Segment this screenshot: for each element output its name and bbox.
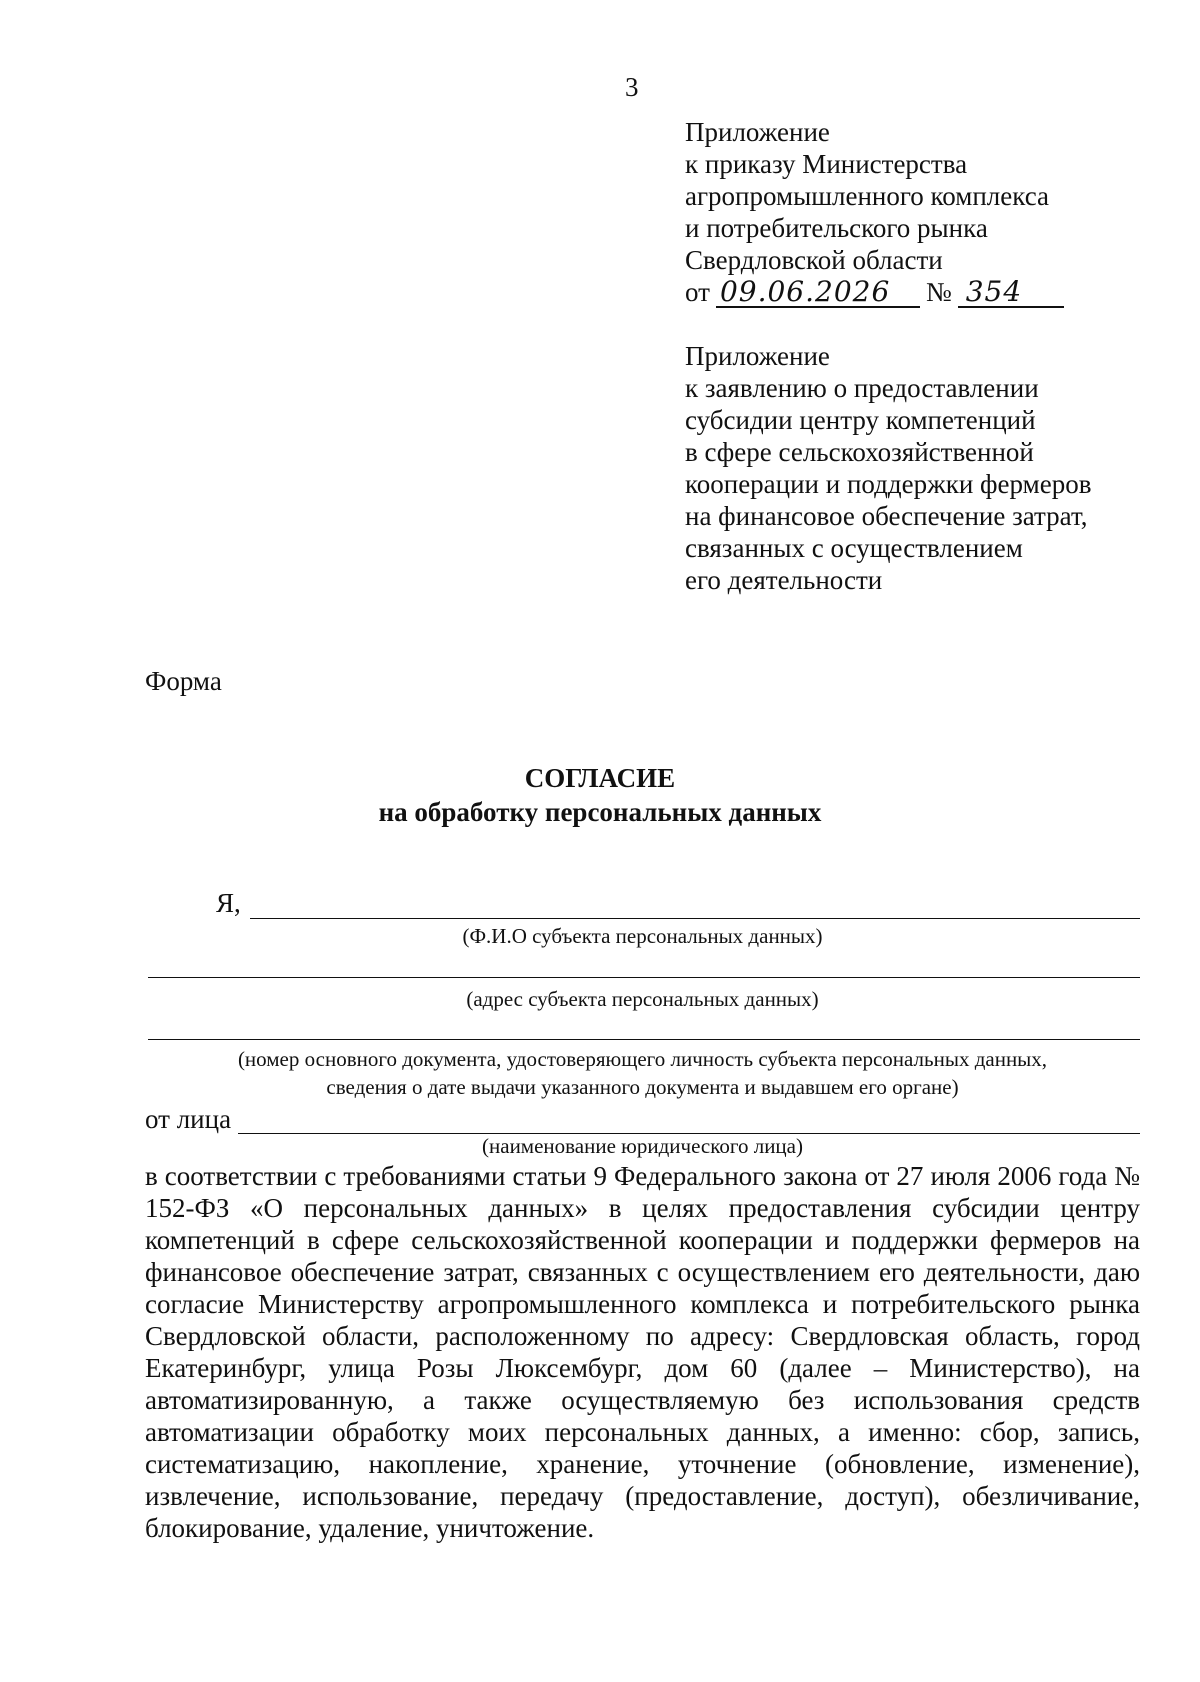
handwritten-order-date: 09.06.2026 (716, 278, 920, 308)
number-sign: № (925, 277, 952, 307)
form-label: Форма (145, 666, 222, 696)
appendix-application-line: связанных с осуществлением (685, 533, 1023, 563)
document-subtitle: на обработку персональных данных (378, 797, 822, 827)
subject-name-field[interactable] (250, 918, 1140, 919)
appendix-order-line: Свердловской области (685, 245, 943, 275)
appendix-application-line: Приложение (685, 341, 830, 371)
legal-entity-caption: (наименование юридического лица) (482, 1134, 803, 1158)
date-prefix: от (685, 277, 710, 307)
appendix-application-line: в сфере сельскохозяйственной (685, 437, 1034, 467)
handwritten-order-number: 354 (958, 278, 1064, 308)
appendix-order-block (685, 116, 1064, 308)
subject-name-caption: (Ф.И.О субъекта персональных данных) (462, 924, 823, 948)
appendix-order-line: агропромышленного комплекса (685, 181, 1049, 211)
appendix-application-line: кооперации и поддержки фермеров (685, 469, 1092, 499)
entity-prefix: от лица (145, 1104, 232, 1134)
page-number: 3 (625, 72, 639, 102)
identity-document-caption-line2: сведения о дате выдачи указанного документа и выдавшем его органе) (326, 1075, 959, 1099)
appendix-application-line: на финансовое обеспечение затрат, (685, 501, 1088, 531)
appendix-application-block (685, 340, 1091, 596)
appendix-order-line: Приложение (685, 117, 830, 147)
consent-body-text: в соответствии с требованиями статьи 9 Федерального закона от 27 июля 2006 года № 152-ФЗ «О персональных данных» в целях предоставления субсидии центру компетенций в сфере сельскохозяйственной кооперации и поддержки фермеров на финансовое обеспечение затрат, связанных с осуществлением его деятельности, даю согласие Министерству агропромышленного комплекса и потребительского рынка Свердловской области, расположенному по адресу: Свердловская область, город Екатеринбург, улица Розы Люксембург, дом 60 (далее – Министерство), на автоматизированную, а также осуществляемую без использования средств автоматизации обработку моих персональных данных, а именно: сбор, запись, систематизацию, накопление, хранение, уточнение (обновление, изменение), извлечение, использование, передачу (предоставление, доступ), обезличивание, блокирование, удаление, уничтожение. (145, 1161, 1140, 1543)
appendix-application-line: субсидии центру компетенций (685, 405, 1036, 435)
appendix-order-line: и потребительского рынка (685, 213, 988, 243)
appendix-order-line: к приказу Министерства (685, 149, 968, 179)
appendix-application-line: его деятельности (685, 565, 883, 595)
document-title: СОГЛАСИЕ (524, 763, 676, 793)
appendix-application-line: к заявлению о предоставлении (685, 373, 1039, 403)
order-date-number-line (685, 276, 1064, 308)
subject-prefix: Я, (216, 888, 241, 918)
identity-document-caption-line1: (номер основного документа, удостоверяющего личность субъекта персональных данных, (237, 1047, 1048, 1071)
subject-address-field[interactable] (148, 977, 1140, 978)
identity-document-field[interactable] (148, 1039, 1140, 1040)
subject-address-caption: (адрес субъекта персональных данных) (466, 987, 819, 1011)
